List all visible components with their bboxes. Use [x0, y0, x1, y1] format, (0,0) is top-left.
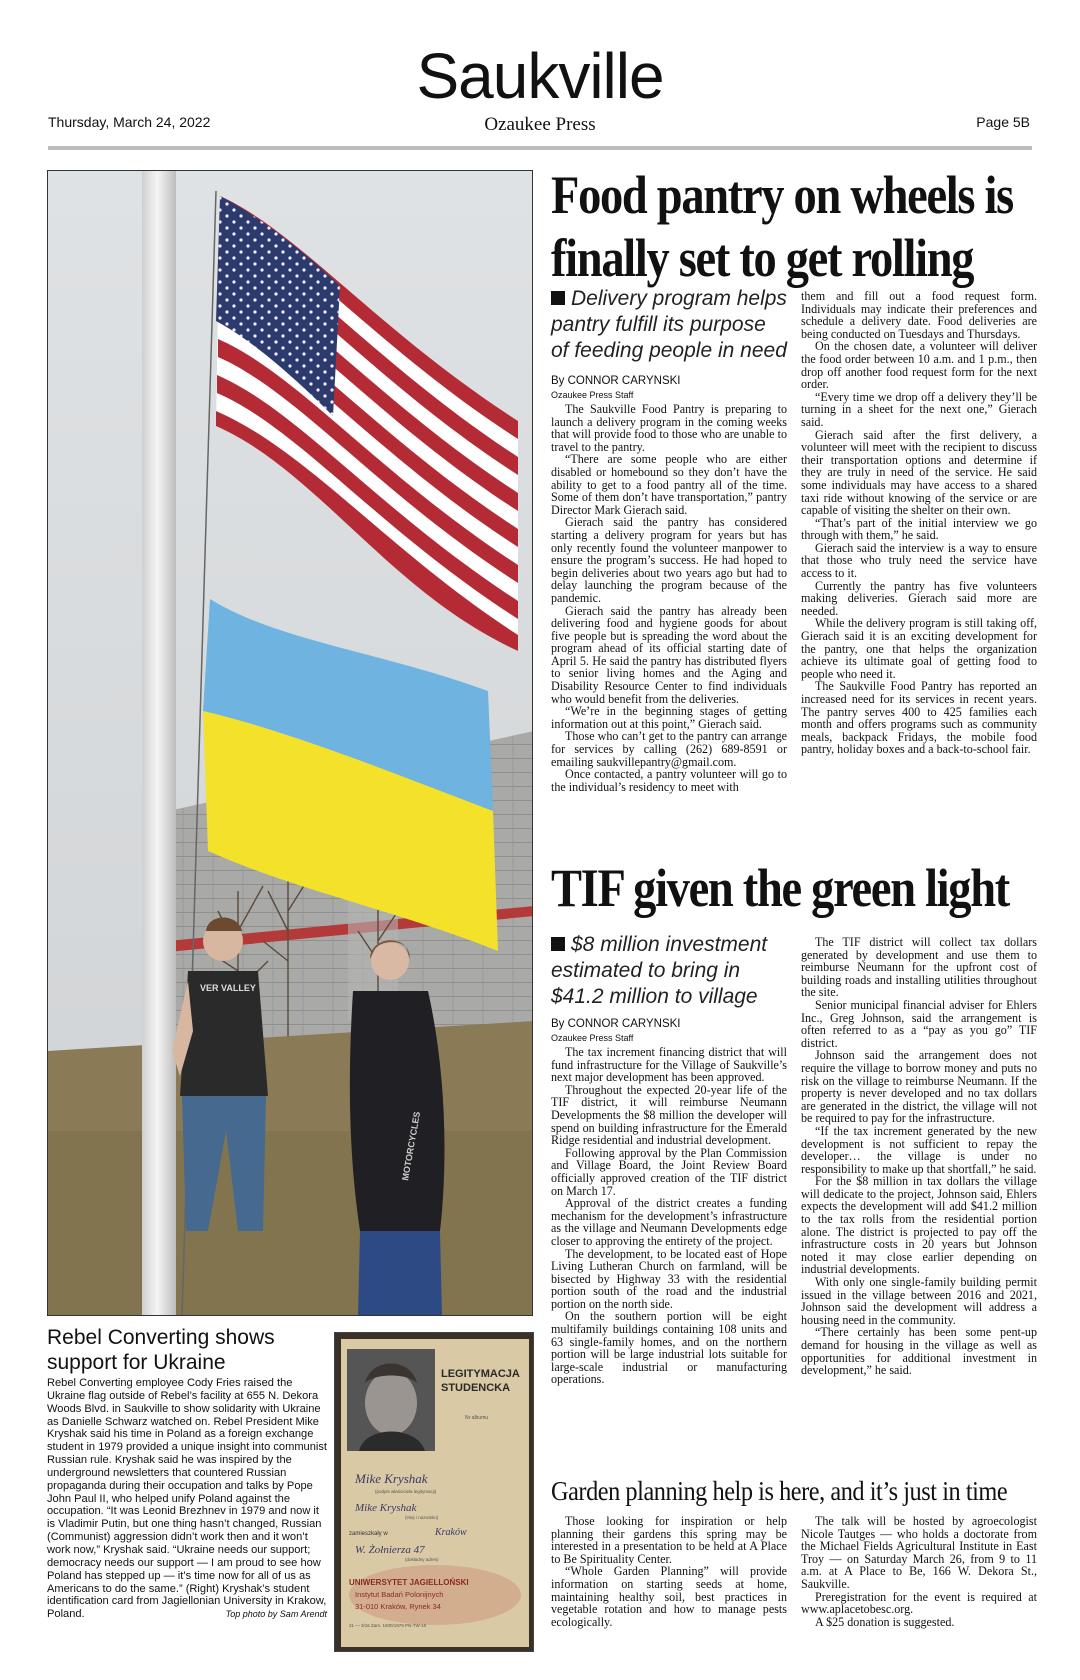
id-portrait — [365, 1371, 417, 1435]
paragraph: Approval of the district creates a funding mechanism for the development’s infrastructure as the village and Neumann Developments edge closer to approving the entirety of the project. — [551, 1196, 787, 1248]
paragraph: Gierach said the pantry has considered starting a delivery program for years but has only recently found the volunteer manpower to ensure the program’s success. He had hoped to begin deliveries about two years ago but had to delay launching the program because of the pandemic. — [551, 515, 787, 605]
id-stamp-line3: 31-010 Kraków, Rynek 34 — [355, 1602, 441, 1611]
article2-author: By CONNOR CARYNSKI — [551, 1018, 681, 1030]
paragraph: Gierach said the pantry has already been delivering food and hygiene goods for about five people but is spreading the word about the program ahead of its official starting date of April 5. He said the pantry has distributed flyers to senior living homes and the Aging and Disability Resource Center to find individuals who would benefit from the deliveries. — [551, 603, 787, 706]
article3-headline: Garden planning help is here, and it’s just in time — [551, 1476, 1008, 1506]
id-signature: Mike Kryshak — [355, 1471, 428, 1486]
paragraph: “Whole Garden Planning” will provide information on starting seeds at home, maintaining healthy soil, best practices in vegetable rotation and how to manage pests ecologically. — [551, 1564, 787, 1629]
paragraph: Gierach said the interview is a way to ensure that those who truly need the service have access to it. — [801, 540, 1037, 581]
article1-column1 — [551, 403, 787, 793]
student-id-photo — [334, 1332, 534, 1652]
paragraph: Following approval by the Plan Commission and Village Board, the Joint Review Board officially approved creation of the TIF district on March 17. — [551, 1145, 787, 1198]
flag-photo — [47, 170, 533, 1316]
publication-name: Ozaukee Press — [484, 114, 596, 135]
masthead — [0, 0, 1080, 150]
paragraph: “There certainly has been some pent-up demand for housing in the village as well as opportunities for additional investment in development,” he said. — [801, 1325, 1037, 1378]
article2-column1 — [551, 1046, 787, 1386]
article2-deck — [551, 932, 787, 1010]
id-address-label: zamieszkały w — [349, 1531, 388, 1537]
id-address: W. Żołnierza 47 — [355, 1544, 425, 1556]
page-number: Page 5B — [976, 114, 1030, 130]
deck-bullet-icon — [551, 937, 565, 951]
paragraph: Gierach said after the first delivery, a volunteer will meet with the recipient to discuss their transportation options and determine if they are truly in need of the service. He said some individuals may have access to a shared taxi ride without knowing of the service or are capable of visiting the shelter on their own. — [801, 427, 1037, 518]
paragraph: While the delivery program is still taking off, Gierach said it is an exciting development for the pantry, one that helps the organization achieve its ultimate goal of getting food to people who need it. — [801, 616, 1037, 681]
shirt-text: VER VALLEY — [200, 983, 256, 993]
id-print-line: 31 — 3/16 Zam. 1600/1979 PN-TW-10 — [349, 1623, 427, 1628]
paragraph: Those looking for inspiration or help planning their gardens this spring may be interested in a presentation to be held at A Place to Be Spirituality Center. — [551, 1514, 787, 1566]
caption-text: Rebel Converting employee Cody Fries raised the Ukraine flag outside of Rebel’s facility at 655 N. Dekora Woods Blvd. in Saukville to show solidarity with Ukraine as Danielle Schwarz watched on. Rebel President Mike Kryshak said his time in Poland as a foreign exchange student in 1979 provided a unique insight into communist Russian rule. Kryshak said he was inspired by the underground newsletters that countered Russian propaganda during their occupation and talks by Pope John Paul II, who helped unify Poland against the occupation. “It was Leonid Brezhnev in 1979 and now it is Vladimir Putin, but one thing hasn’t changed, Russian (Communist) aggression didn’t work then and it won’t work now,” Kryshak said. “Ukraine needs our support; democracy needs our support — I am proud to see how Poland has stepped up — it’s time now for all of us as Americans to do the same.” (Right) Kryshak’s student identification card from Jagiellonian University in Krakow, Poland. — [47, 1377, 327, 1621]
article1-deck — [551, 286, 787, 364]
paragraph: The TIF district will collect tax dollars generated by development and use them to reimburse Neumann for the upfront cost of building roads and installing utilities throughout the site. — [801, 935, 1037, 1000]
id-album-label: Nr albumu — [465, 1415, 489, 1421]
paragraph: On the southern portion will be eight multifamily buildings containing 108 units and 63 single-family homes, and on the northern portion will be large industrial lots suitable for large-scale industrial or manufacturing operations. — [551, 1309, 787, 1387]
article2-headline: TIF given the green light — [551, 858, 1009, 918]
id-name-label: (imię i nazwisko) — [405, 1515, 439, 1520]
article1-staff: Ozaukee Press Staff — [551, 390, 634, 400]
paragraph: Once contacted, a pantry volunteer will go to the individual’s residency to meet with — [551, 767, 787, 794]
paragraph: Senior municipal financial adviser for Ehlers Inc., Greg Johnson, said the arrangement is often referred to as a “pay as you go” TIF district. — [801, 997, 1037, 1050]
paragraph: The Saukville Food Pantry has reported an increased need for its services in recent years. The pantry serves 400 to 425 families each month and offers programs such as community meals, backpack Fridays, the mobile food pantry, holiday boxes and a back-to-school fair. — [801, 679, 1037, 757]
paragraph: The tax increment financing district that will fund infrastructure for the Village of Saukville’s next major development has been approved. — [551, 1045, 787, 1085]
paragraph: With only one single-family building permit issued in the village between 2016 and 2021, Johnson said the development will address a housing need in the community. — [801, 1275, 1037, 1327]
paragraph: Currently the pantry has five volunteers making deliveries. Gierach said more are needed. — [801, 578, 1037, 618]
id-city: Kraków — [435, 1527, 467, 1538]
paragraph: The Saukville Food Pantry is preparing to launch a delivery program in the coming weeks that will provide food to those who are unable to travel to the pantry. — [551, 402, 787, 454]
paragraph: For the $8 million in tax dollars the village will dedicate to the project, Johnson said, Ehlers expects the development will add $41.2 million to the tax rolls from the residential portion alone. The district is projected to pay off the infrastructure costs in 20 years but Johnson noted it may close earlier depending on industrial developments. — [801, 1174, 1037, 1277]
article1-column2 — [801, 290, 1037, 756]
issue-date: Thursday, March 24, 2022 — [48, 114, 211, 130]
article2-column2 — [801, 936, 1037, 1377]
section-title: Saukville — [416, 40, 664, 112]
paragraph: Throughout the expected 20-year life of the TIF district, it will reimburse Neumann Developments the $8 million the developer will spend on building infrastructure for the Emerald Ridge residential and industrial development. — [551, 1082, 787, 1148]
article1-headline-line2: finally set to get rolling — [551, 228, 974, 288]
paragraph: “Every time we drop off a delivery they’ll be turning in a sheet for the next one,” Gierach said. — [801, 389, 1037, 429]
article1-deck-text: Delivery program helps pantry fulfill its purpose of feeding people in need — [551, 287, 787, 362]
id-name: Mike Kryshak — [355, 1502, 417, 1514]
id-stamp-line1: UNIWERSYTET JAGIELLOŃSKI — [349, 1578, 469, 1587]
paragraph: Johnson said the arrangement does not require the village to borrow money and puts no risk on the village to reimburse Neumann. If the property is never developed and no tax dollars are generated in the district, the village will not be required to pay for the infrastructure. — [801, 1048, 1037, 1126]
photo-credit: Top photo by Sam Arendt — [225, 1609, 327, 1620]
paragraph: “That’s part of the initial interview we go through with them,” he said. — [801, 515, 1037, 543]
paragraph: Those who can’t get to the pantry can arrange for services by calling (262) 689-8591 or emailing saukvillepantry@gmail.com. — [551, 729, 787, 769]
article2-deck-text: $8 million investment estimated to bring in $41.2 million to village — [551, 933, 768, 1008]
paragraph: On the chosen date, a volunteer will deliver the food order between 10 a.m. and 1 p.m., then drop off another food request form for the next order. — [801, 339, 1037, 392]
article2-byline — [551, 1018, 787, 1043]
paragraph: them and fill out a food request form. Individuals may indicate their preferences and schedule a delivery date. Food deliveries are being conducted on Tuesdays and Thursdays. — [801, 289, 1037, 341]
paragraph: The development, to be located east of Hope Living Lutheran Church on farmland, will be bisected by Highway 33 with the residential portion south of the road and the industrial portion on the north side. — [551, 1246, 787, 1311]
paragraph: The talk will be hosted by agroecologist Nicole Tautges — who holds a doctorate from the Michael Fields Agricultural Institute in East Troy — on Saturday March 26, from 9 to 11 a.m. at A Place to Be, 166 W. Dekora St., Saukville. — [801, 1514, 1037, 1591]
paragraph: Preregistration for the event is required at www.aplacetobesc.org. — [801, 1589, 1037, 1617]
article1-headline — [551, 164, 1033, 290]
caption-title: Rebel Converting shows support for Ukraine — [47, 1326, 275, 1374]
sleeve-text: MOTORCYCLES — [400, 1110, 423, 1182]
id-title-line2: STUDENCKA — [441, 1382, 511, 1394]
paragraph: A $25 donation is suggested. — [815, 1614, 955, 1629]
paragraph: “We’re in the beginning stages of getting information out at this point,” Gierach said. — [551, 704, 787, 731]
photo-caption — [47, 1325, 327, 1621]
caption-body — [47, 1377, 327, 1621]
id-address-sub: (dokładny adres) — [405, 1557, 439, 1562]
article1-headline-line1: Food pantry on wheels is — [551, 165, 1013, 225]
article3-column1 — [551, 1515, 787, 1628]
paragraph: “If the tax increment generated by the new development is not sufficient to repay the developer… the village is under no responsibility to make up that shortfall,” he said. — [801, 1123, 1037, 1176]
paragraph: “There are some people who are either disabled or homebound so they don’t have the ability to get to a food pantry all of the time. Some of them don’t have transportation,” pantry Director Mark Gierach said. — [551, 452, 787, 517]
deck-bullet-icon — [551, 291, 565, 305]
article2-staff: Ozaukee Press Staff — [551, 1033, 634, 1043]
id-title-line1: LEGITYMACJA — [441, 1368, 520, 1380]
id-signature-label: (podpis właściciela legitymacji) — [375, 1489, 437, 1494]
article3-column2 — [801, 1515, 1037, 1628]
masthead-rule — [48, 146, 1032, 150]
flag-pole — [142, 171, 176, 1316]
article1-byline — [551, 375, 787, 400]
article1-author: By CONNOR CARYNSKI — [551, 375, 681, 387]
id-stamp-line2: Instytut Badań Polonijnych — [355, 1590, 444, 1599]
